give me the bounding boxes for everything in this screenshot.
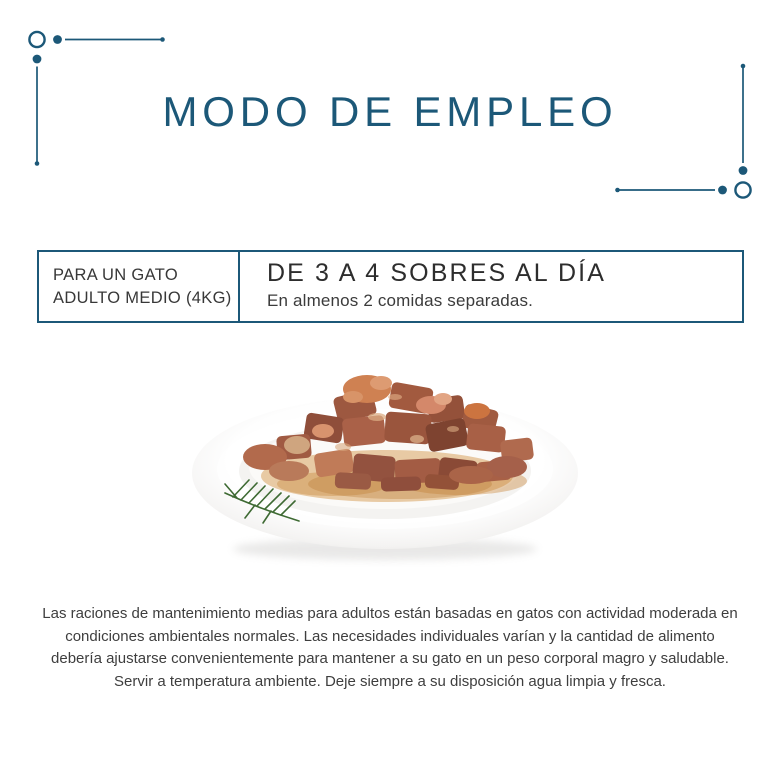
dosage-amount-cell [240,252,742,321]
feeding-guidelines-line: Servir a temperatura ambiente. Deje siempre a su disposición agua limpia y fresca. [114,672,666,690]
feeding-guidelines-text [40,603,740,693]
dosage-subject-line2: ADULTO MEDIO (4KG) [53,288,232,307]
food-plate-image [185,363,585,580]
dosage-table [37,250,744,323]
dosage-amount-subtitle: En almenos 2 comidas separadas. [267,290,534,310]
dosage-subject-line1: PARA UN GATO [53,266,178,285]
feeding-guidelines-line: condiciones ambientales normales. Las necesidades individuales varían y la cantidad de alimento [65,627,715,645]
page-title: MODO DE EMPLEO [162,88,618,135]
dosage-subject-cell [39,252,240,321]
dosage-amount-title: DE 3 A 4 SOBRES AL DÍA [267,259,607,287]
feeding-guidelines-line: Las raciones de mantenimiento medias para adultos están basadas en gatos con actividad moderada en [42,605,738,622]
feeding-guidelines-line: debería ajustarse convenientemente para mantener a su gato en un peso corporal magro y saludable. [51,650,729,667]
